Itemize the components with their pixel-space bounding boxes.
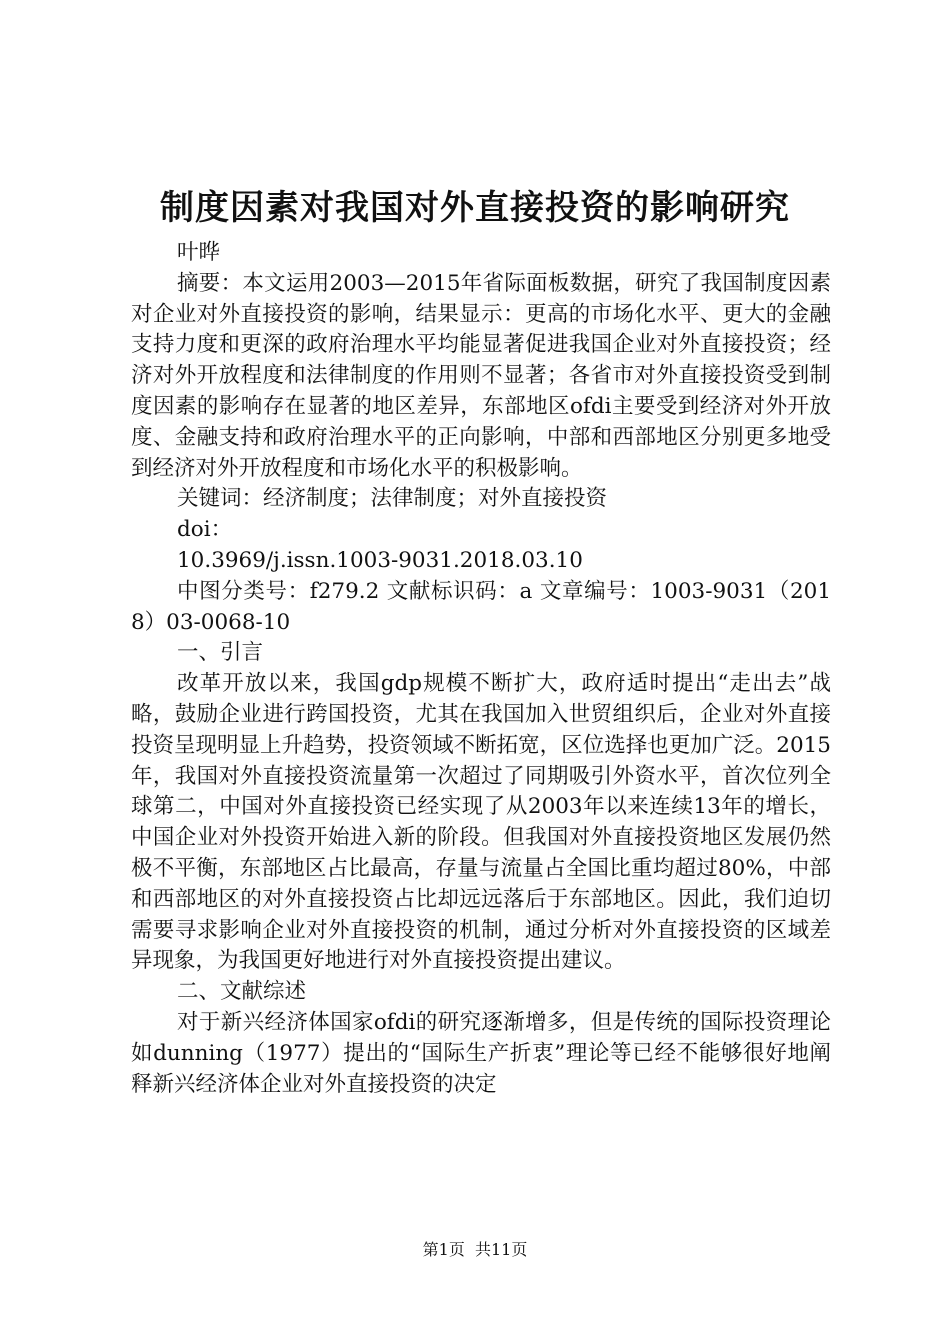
abstract-paragraph: 摘要：本文运用2003—2015年省际面板数据，研究了我国制度因素对企业对外直接投资的影响，结果显示：更高的市场化水平、更大的金融支持力度和更深的政府治理水平均能显著促进我国企业对外直接投资；经济对外开放程度和法律制度的作用则不显著；各省市对外直接投资受到制度因素的影响存在显著的地区差异，东部地区ofdi主要受到经济对外开放度、金融支持和政府治理水平的正向影响，中部和西部地区分别更多地受到经济对外开放程度和市场化水平的积极影响。: [131, 270, 831, 481]
doi-value: 10.3969/j.issn.1003-9031.2018.03.10: [177, 547, 583, 573]
section-heading-literature-review: 二、文献综述: [177, 979, 307, 1005]
document-body: [131, 238, 831, 1100]
author-name: 叶晔: [177, 240, 221, 265]
literature-review-paragraph: 对于新兴经济体国家ofdi的研究逐渐增多，但是传统的国际投资理论如dunning（1977）提出的“国际生产折衷”理论等已经不能够很好地阐释新兴经济体企业对外直接投资的决定: [131, 1009, 831, 1097]
document-title: 制度因素对我国对外直接投资的影响研究: [160, 188, 790, 228]
classification-line: 中图分类号：f279.2 文献标识码：a 文章编号：1003-9031（2018）03-0068-10: [131, 578, 831, 635]
section-heading-introduction: 一、引言: [177, 640, 264, 666]
page-footer: 第1页 共11页: [422, 1240, 528, 1259]
introduction-paragraph: 改革开放以来，我国gdp规模不断扩大，政府适时提出“走出去”战略，鼓励企业进行跨国投资，尤其在我国加入世贸组织后，企业对外直接投资呈现明显上升趋势，投资领域不断拓宽，区位选择也更加广泛。2015年，我国对外直接投资流量第一次超过了同期吸引外资水平，首次位列全球第二，中国对外直接投资已经实现了从2003年以来连续13年的增长，中国企业对外投资开始进入新的阶段。但我国对外直接投资地区发展仍然极不平衡，东部地区占比最高，存量与流量占全国比重均超过80%，中部和西部地区的对外直接投资占比却远远落后于东部地区。因此，我们迫切需要寻求影响企业对外直接投资的机制，通过分析对外直接投资的区域差异现象，为我国更好地进行对外直接投资提出建议。: [131, 671, 831, 974]
doi-label: doi：: [177, 517, 233, 543]
keywords-line: 关键词：经济制度；法律制度；对外直接投资: [177, 486, 608, 512]
